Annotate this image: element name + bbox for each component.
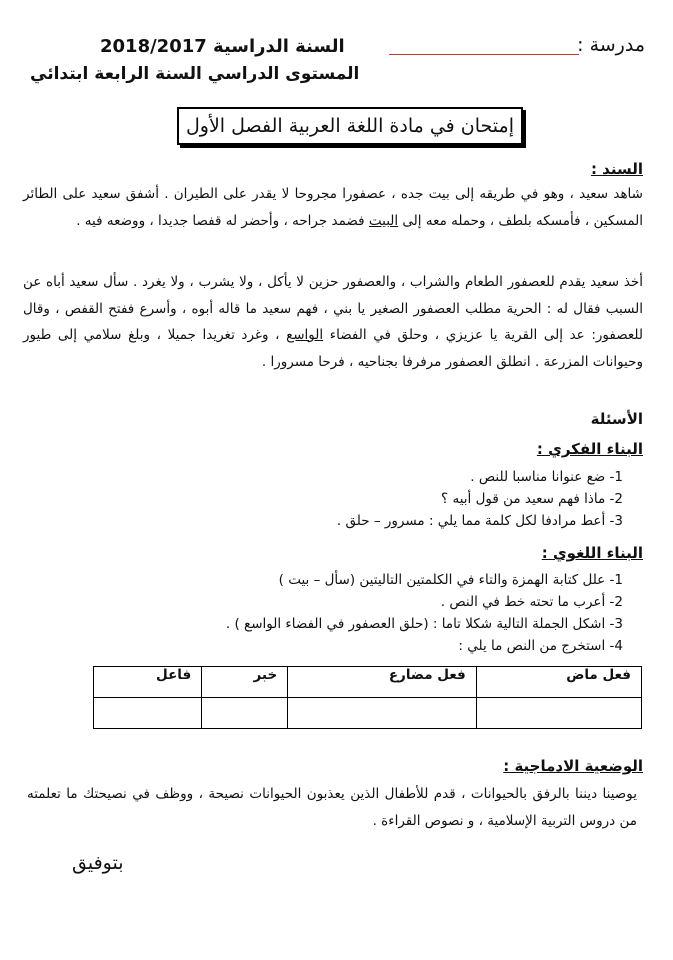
- integration-text: يوصينا ديننا بالرفق بالحيوانات ، قدم للأطفال الذين يعذبون الحيوانات نصيحة ، ووظف في نصيحتك ما تعلمته من دروس التربية الإسلامية ، و نصوص القراءة .: [27, 786, 637, 829]
- sanad-p1-underlined-word: البيت: [368, 212, 399, 229]
- table-header-row: [94, 667, 642, 698]
- linguistic-heading: البناء اللغوي :: [541, 544, 643, 562]
- exam-title-box: [177, 107, 523, 145]
- sanad-p1-text-a: شاهد سعيد ، وهو في طريقه إلى بيت جده ، عصفورا مجروحا لا يقدر على الطيران . أشفق سعيد على الطائر المسكين ، فأمسكه بلطف ، وحمله معه إلى: [23, 186, 643, 229]
- linguistic-question-2: 2- أعرب ما تحته خط في النص .: [440, 594, 623, 610]
- intellectual-question-1: 1- ضع عنوانا مناسبا للنص .: [470, 469, 623, 485]
- sanad-paragraph-2: [23, 269, 643, 375]
- table-cell[interactable]: [476, 698, 641, 729]
- linguistic-question-4: 4- استخرج من النص ما يلي :: [458, 638, 623, 654]
- table-cell[interactable]: [202, 698, 288, 729]
- questions-heading: الأسئلة: [590, 410, 643, 428]
- exam-title: إمتحان في مادة اللغة العربية الفصل الأول: [185, 115, 514, 137]
- linguistic-question-3: 3- اشكل الجملة التالية شكلا تاما : (حلق العصفور في الفضاء الواسع ) .: [225, 616, 623, 632]
- sanad-paragraph-1: [23, 181, 643, 234]
- linguistic-question-1: 1- علل كتابة الهمزة والتاء في الكلمتين التاليتين (سأل – بيت ): [278, 572, 623, 588]
- extraction-table: [93, 666, 642, 729]
- school-year: السنة الدراسية 2018/2017: [100, 36, 345, 57]
- sanad-p1-text-b: فضمد جراحه ، وأحضر له قفصا جديدا ، ووضعه فيه .: [76, 212, 369, 229]
- integration-heading: الوضعية الادماجية :: [503, 757, 643, 775]
- intellectual-question-3: 3- أعط مرادفا لكل كلمة مما يلي : مسرور – حلق .: [336, 513, 623, 529]
- table-cell[interactable]: [94, 698, 202, 729]
- table-cell[interactable]: [288, 698, 477, 729]
- table-header-cell: فعل مضارع: [288, 667, 477, 698]
- table-header-cell: خبر: [202, 667, 288, 698]
- intellectual-heading: البناء الفكري :: [536, 440, 643, 458]
- grade-level: المستوى الدراسي السنة الرابعة ابتدائي: [30, 64, 360, 84]
- sanad-p2-underlined-word: الواسع: [286, 327, 324, 343]
- table-header-cell: فعل ماض: [476, 667, 641, 698]
- sanad-p2-text-a: أخذ سعيد يقدم للعصفور الطعام والشراب ، والعصفور حزين لا يأكل ، ولا يشرب ، ولا يغرد . سأل سعيد أباه عن السبب فقال له : الحرية مطلب العصفور الصغير يا بني ، فهم سعيد ما قاله أبوه ، وأسرع ففتح القفص ، وقال للعصفور: عد إلى القرية يا عزيزي ، وحلق في الفضاء: [23, 274, 643, 343]
- sanad-p2-text-b: ، وغرد تغريدا جميلا ، وبلغ سلامي إلى طيور وحيوانات المزرعة . انطلق العصفور مرفرفا بجناحيه ، فرحا مسرورا .: [23, 327, 643, 370]
- closing-wish: بتوفيق: [72, 852, 124, 874]
- table-row: [94, 698, 642, 729]
- sanad-heading: السند :: [590, 160, 643, 178]
- intellectual-question-2: 2- ماذا فهم سعيد من قول أبيه ؟: [441, 491, 623, 507]
- table-header-cell: فاعل: [94, 667, 202, 698]
- school-label: مدرسة :: [577, 34, 645, 56]
- school-name-blank-line: [389, 54, 579, 55]
